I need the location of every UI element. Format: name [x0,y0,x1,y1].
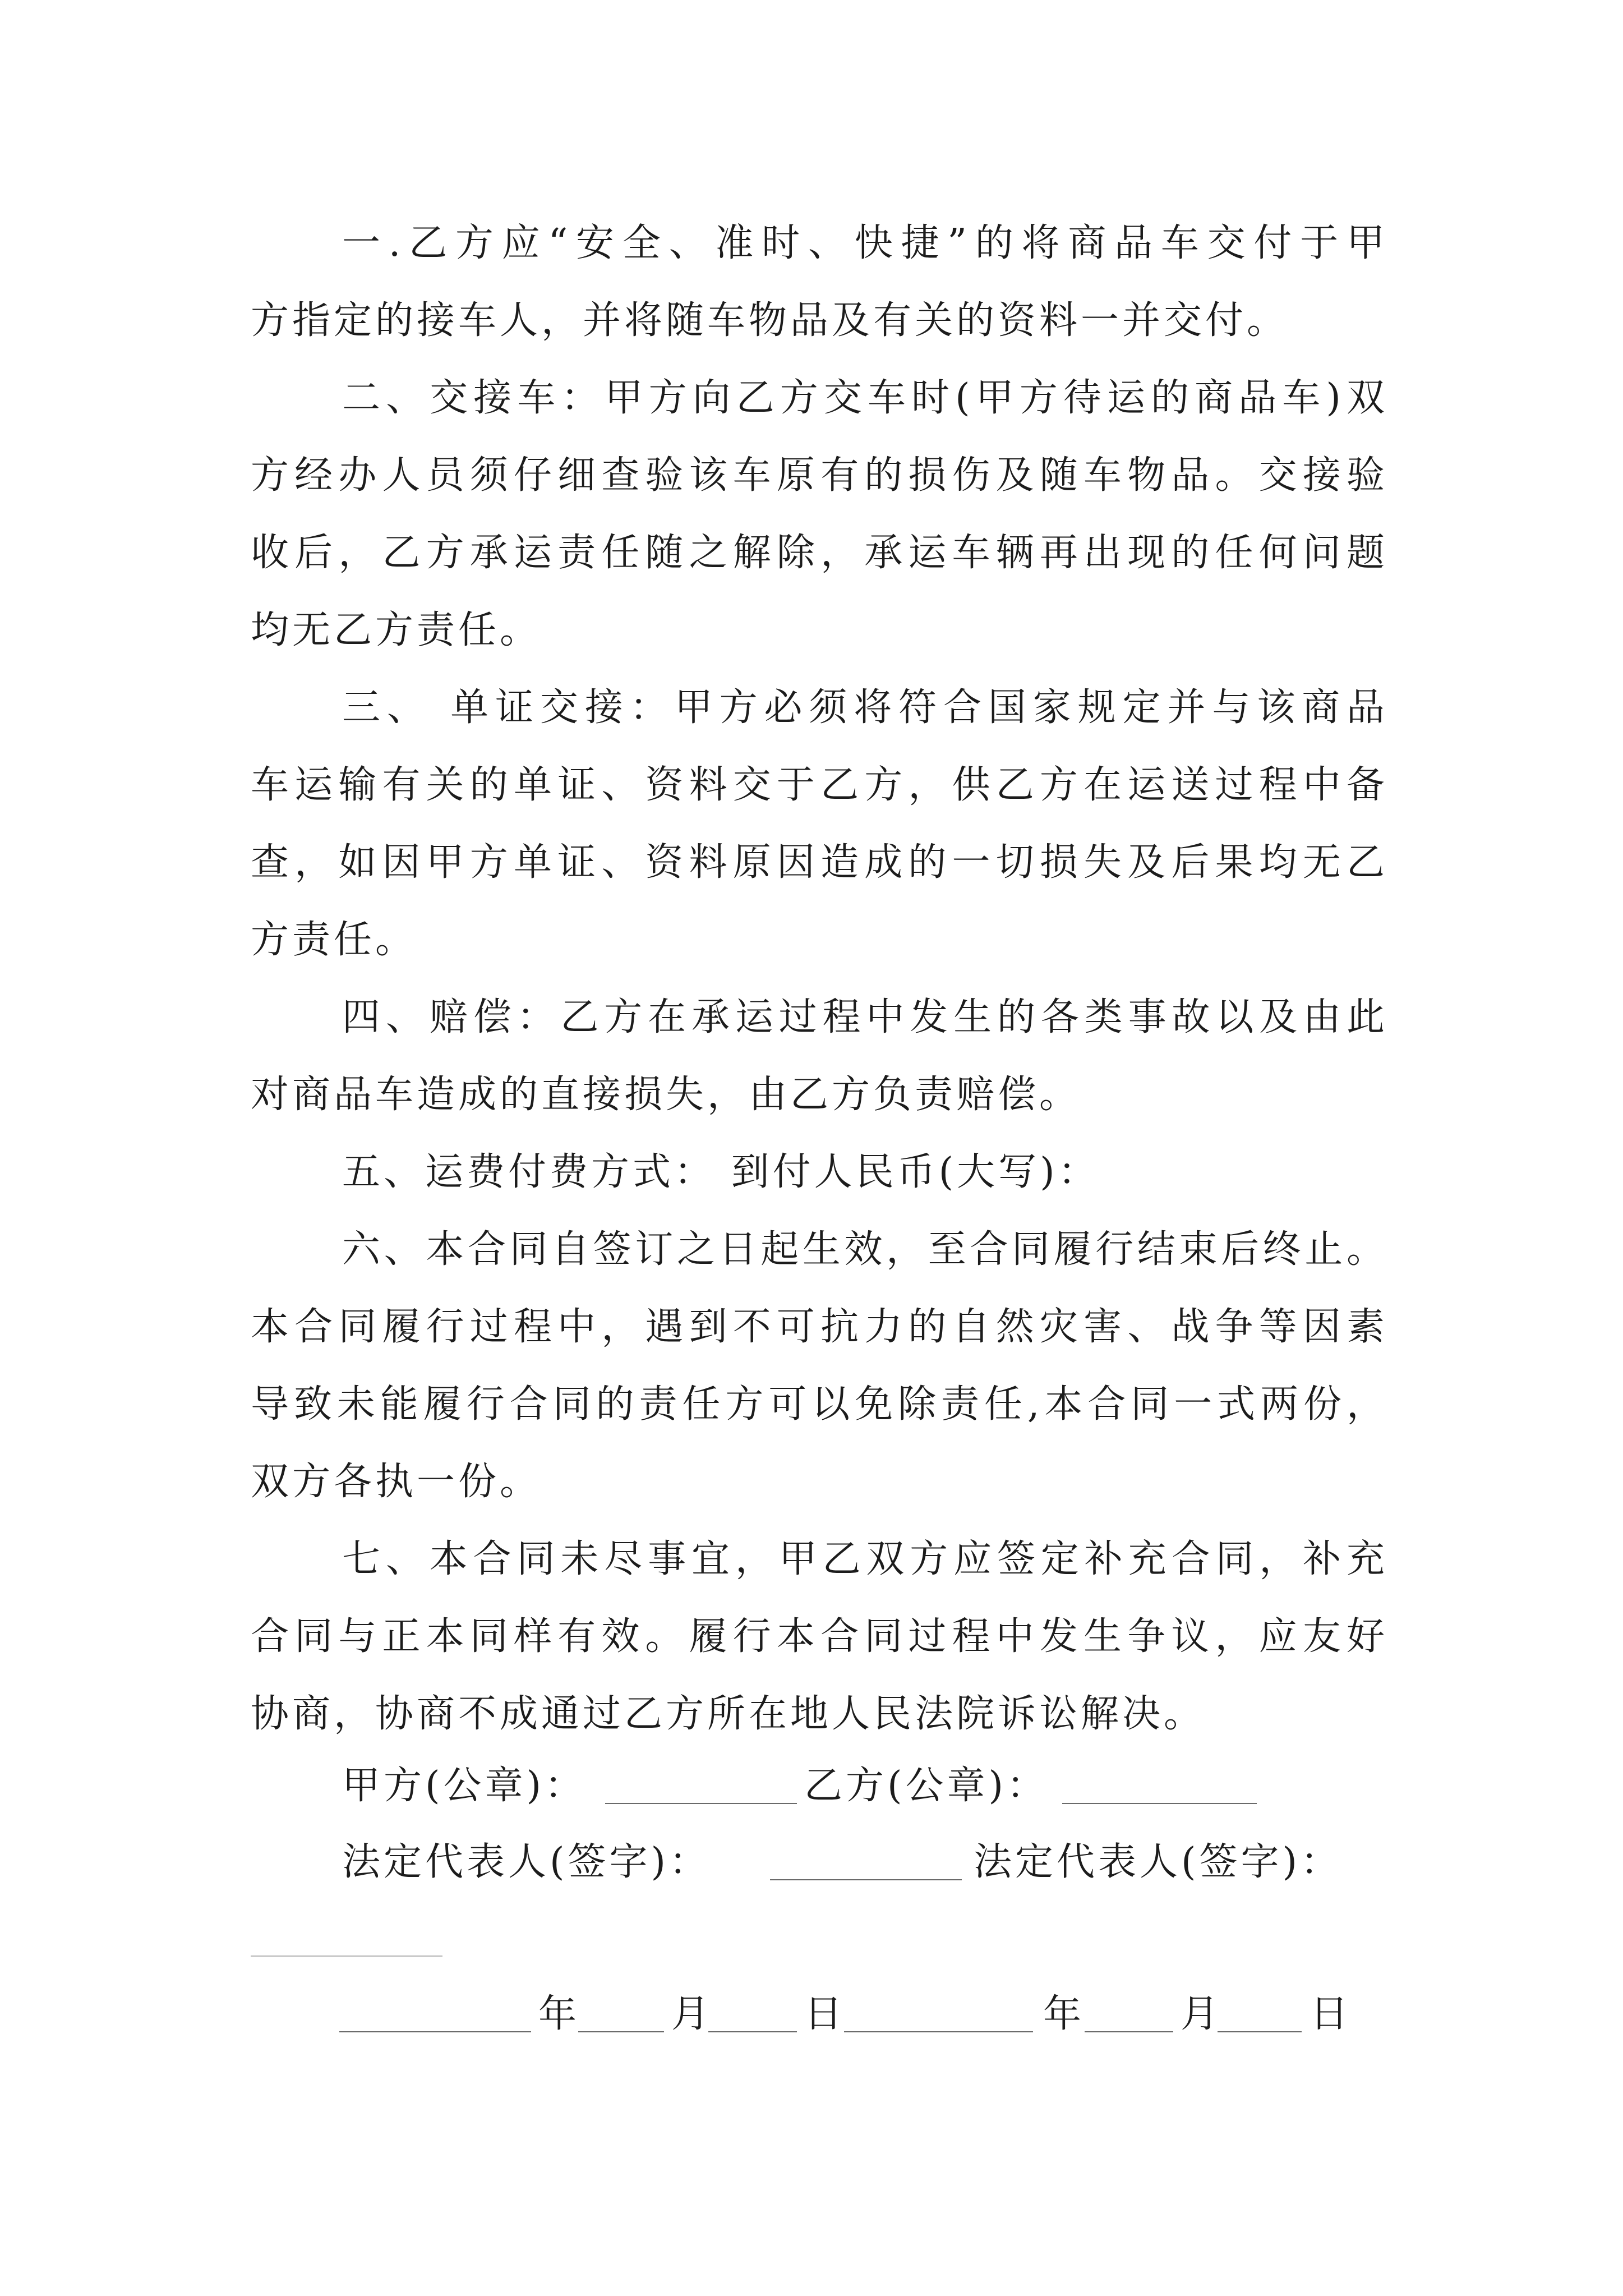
clause-6-line-2: 本合同履行过程中，遇到不可抗力的自然灾害、战争等因素 [251,1305,1388,1349]
clause-6-line-3: 导致未能履行合同的责任方可以免除责任,本合同一式两份， [251,1382,1388,1427]
clause-2-line-2: 方经办人员须仔细查验该车原有的损伤及随车物品。交接验 [251,453,1388,498]
clause-1-line-1: 一.乙方应“安全、准时、快捷”的将商品车交付于甲 [342,221,1388,265]
party-b-seal-label: 乙方(公章)： [804,1764,1049,1808]
contract-body [251,205,1388,1753]
clause-2 [251,360,1388,669]
clause-1 [251,205,1388,360]
party-a-representative-label: 法定代表人(签字)： [342,1840,711,1884]
party-b-day-label: 日 [1310,1992,1352,2036]
clause-3-line-2: 车运输有关的单证、资料交于乙方，供乙方在运送过程中备 [251,763,1388,807]
party-b-day-blank [1218,1976,1302,2032]
party-b-month-label: 月 [1181,1992,1223,2036]
clause-6-line-1: 六、本合同自签订之日起生效，至合同履行结束后终止。 [342,1227,1388,1272]
seal-signature-row [0,1747,1623,1825]
clause-4-line-2: 对商品车造成的直接损失，由乙方负责赔偿。 [251,1073,1081,1117]
party-b-month-blank [1085,1976,1173,2032]
clause-5-line-1: 五、运费付费方式： 到付人民币(大写)： [342,1150,1100,1194]
clause-6-line-4: 双方各执一份。 [251,1460,542,1504]
party-b-year-blank [844,1976,1033,2032]
party-a-seal-blank [605,1747,797,1804]
clause-7 [251,1521,1388,1753]
party-b-seal-blank [1062,1747,1257,1804]
clause-2-line-1: 二、交接车：甲方向乙方交车时(甲方待运的商品车)双 [342,376,1388,420]
party-b-representative-label: 法定代表人(签字)： [974,1840,1343,1884]
clause-3-line-1: 三、 单证交接：甲方必须将符合国家规定并与该商品 [342,685,1388,730]
date-row [0,1976,1623,2053]
clause-7-line-3: 协商，协商不成通过乙方所在地人民法院诉讼解决。 [251,1692,1206,1736]
clause-2-line-3: 收后，乙方承运责任随之解除，承运车辆再出现的任何问题 [251,531,1388,575]
party-a-year-blank [339,1976,531,2032]
party-a-day-label: 日 [804,1992,846,2036]
party-a-seal-label: 甲方(公章)： [342,1764,587,1808]
party-a-month-blank [578,1976,664,2032]
clause-7-line-1: 七、本合同未尽事宜，甲乙双方应签定补充合同，补充 [342,1537,1388,1581]
clause-6 [251,1211,1388,1521]
party-b-representative-blank [251,1955,442,1957]
clause-3 [251,669,1388,979]
representative-signature-row [0,1824,1623,1901]
party-a-representative-blank [770,1824,962,1880]
clause-1-line-2: 方指定的接车人，并将随车物品及有关的资料一并交付。 [251,298,1289,343]
clause-3-line-3: 查，如因甲方单证、资料原因造成的一切损失及后果均无乙 [251,840,1388,885]
party-a-month-label: 月 [671,1992,713,2036]
clause-5 [251,1134,1388,1211]
party-a-day-blank [708,1976,797,2032]
party-a-year-label: 年 [538,1992,580,2036]
clause-4 [251,979,1388,1134]
party-b-year-label: 年 [1043,1992,1085,2036]
clause-3-line-4: 方责任。 [251,918,417,962]
clause-4-line-1: 四、赔偿：乙方在承运过程中发生的各类事故以及由此 [342,995,1388,1039]
clause-7-line-2: 合同与正本同样有效。履行本合同过程中发生争议，应友好 [251,1614,1388,1659]
clause-2-line-4: 均无乙方责任。 [251,608,542,652]
